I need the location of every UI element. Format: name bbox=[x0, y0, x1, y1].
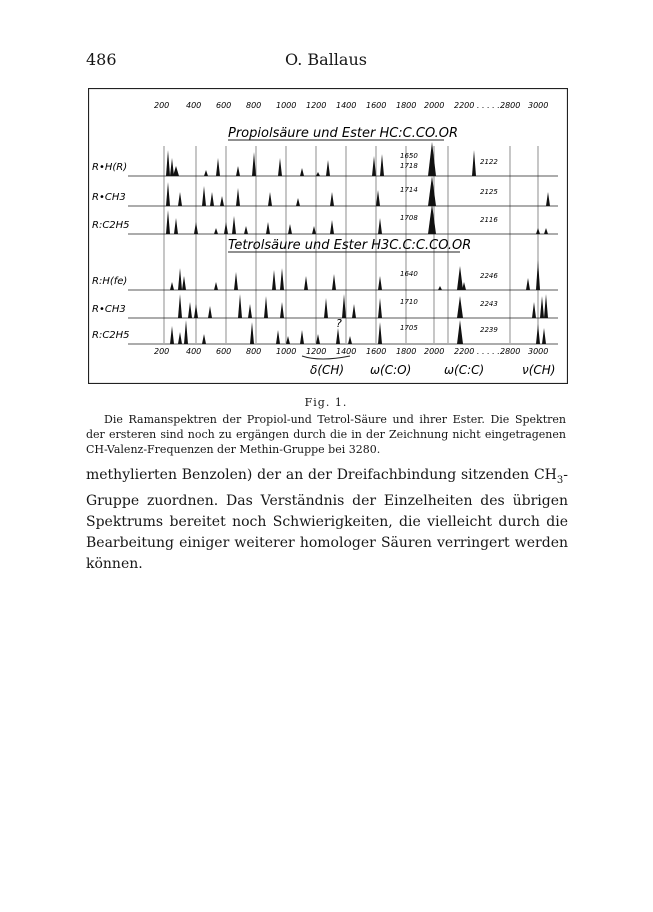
spectral-peak bbox=[546, 192, 550, 206]
spectral-peak bbox=[178, 268, 182, 290]
raman-spectra-figure bbox=[88, 88, 568, 384]
bottom-tick-label: 1600 bbox=[366, 347, 387, 356]
bottom-tick-label: 800 bbox=[246, 347, 262, 356]
spectral-peak bbox=[428, 142, 436, 176]
spectrum-row bbox=[92, 176, 558, 206]
spectral-peak bbox=[268, 192, 272, 206]
frequency-value: 2239 bbox=[480, 326, 498, 334]
spectral-peak bbox=[438, 286, 442, 290]
top-tick-label: 1400 bbox=[336, 101, 357, 110]
spectral-peak bbox=[170, 282, 174, 290]
spectrum-row bbox=[92, 294, 558, 318]
frequency-value: 1710 bbox=[400, 298, 418, 306]
spectral-peak bbox=[332, 274, 336, 290]
top-tick-label: 2000 bbox=[424, 101, 445, 110]
frequency-value: 1718 bbox=[400, 162, 418, 170]
spectral-peak bbox=[288, 224, 292, 234]
spectral-peak bbox=[252, 152, 256, 176]
bottom-tick-label: 1400 bbox=[336, 347, 357, 356]
top-tick-label: 200 bbox=[154, 101, 170, 110]
spectral-peak bbox=[326, 160, 330, 176]
frequency-value: 1708 bbox=[400, 214, 418, 222]
row-label: R•CH3 bbox=[92, 304, 126, 315]
top-tick-label: 2200 . . . . . . bbox=[454, 101, 505, 110]
spectral-peak bbox=[232, 216, 236, 234]
top-tick-label: 400 bbox=[186, 101, 202, 110]
spectral-peak bbox=[170, 158, 174, 176]
spectral-peak bbox=[248, 304, 252, 318]
spectral-peak bbox=[202, 186, 206, 206]
spectral-peak bbox=[188, 302, 192, 318]
spectral-peak bbox=[300, 330, 304, 344]
spectral-peak bbox=[304, 276, 308, 290]
spectral-peak bbox=[214, 282, 218, 290]
page-number: 486 bbox=[86, 50, 117, 69]
top-tick-label: 1800 bbox=[396, 101, 417, 110]
frequency-value: 1705 bbox=[400, 324, 418, 332]
spectral-peak bbox=[166, 150, 170, 176]
spectral-peak bbox=[286, 336, 290, 344]
spectrum-row bbox=[92, 260, 558, 290]
spectrum-row bbox=[92, 204, 558, 234]
page-header bbox=[86, 50, 566, 74]
spectral-peak bbox=[214, 228, 218, 234]
spectral-peak bbox=[300, 168, 304, 176]
annotation-nu-ch: ν(CH) bbox=[522, 363, 556, 377]
spectral-peak bbox=[352, 304, 356, 318]
spectral-peak bbox=[330, 220, 334, 234]
bottom-tick-label: 400 bbox=[186, 347, 202, 356]
row-label: R:H(fe) bbox=[92, 276, 128, 287]
spectral-peak bbox=[457, 266, 463, 290]
frequency-value: 1650 bbox=[400, 152, 418, 160]
spectral-peak bbox=[216, 158, 220, 176]
top-tick-label: 1600 bbox=[366, 101, 387, 110]
spectral-peak bbox=[266, 222, 270, 234]
spectral-peak bbox=[264, 296, 268, 318]
top-tick-label: 3000 bbox=[528, 101, 549, 110]
row-label: R•CH3 bbox=[92, 192, 126, 203]
spectral-peak bbox=[174, 218, 178, 234]
spectral-peak bbox=[312, 226, 316, 234]
spectral-peak bbox=[330, 192, 334, 206]
spectral-peak bbox=[236, 166, 240, 176]
bottom-tick-label: 1200 bbox=[306, 347, 327, 356]
spectral-peak bbox=[220, 196, 224, 206]
spectral-peak bbox=[182, 276, 186, 290]
spectral-peak bbox=[278, 158, 282, 176]
top-tick-label: 1200 bbox=[306, 101, 327, 110]
spectrum-row bbox=[92, 320, 558, 344]
top-tick-label: 1000 bbox=[276, 101, 297, 110]
spectral-peak bbox=[234, 272, 238, 290]
bottom-tick-label: 600 bbox=[216, 347, 232, 356]
spectral-peak bbox=[166, 210, 170, 234]
spectral-peak bbox=[210, 192, 214, 206]
spectral-peak bbox=[236, 188, 240, 206]
spectral-peak bbox=[544, 294, 548, 318]
spectral-peak bbox=[540, 296, 544, 318]
row-label: R:C2H5 bbox=[92, 330, 130, 341]
annotation-delta-ch: δ(CH) bbox=[310, 363, 345, 377]
spectral-peak bbox=[316, 172, 320, 176]
annotation-omega-cc: ω(C:C) bbox=[444, 363, 485, 377]
spectral-peak bbox=[378, 218, 382, 234]
bracket-curve bbox=[302, 356, 350, 359]
figure-caption-label: Fig. 1. bbox=[304, 396, 348, 409]
row-label: R•H(R) bbox=[92, 162, 128, 173]
spectral-peak bbox=[194, 304, 198, 318]
section1-title: Propiolsäure und Ester HC:C.CO.OR bbox=[228, 126, 459, 141]
spectral-peak bbox=[276, 330, 280, 344]
frequency-value: 2116 bbox=[480, 216, 498, 224]
spectral-peak bbox=[208, 306, 212, 318]
spectral-peak bbox=[280, 302, 284, 318]
annotation-omega-co: ω(C:O) bbox=[370, 363, 412, 377]
spectral-peak bbox=[372, 156, 376, 176]
spectral-peak bbox=[170, 326, 174, 344]
spectral-peak bbox=[296, 198, 300, 206]
spectral-peak bbox=[202, 334, 206, 344]
frequency-value: 2122 bbox=[480, 158, 498, 166]
spectral-peak bbox=[324, 298, 328, 318]
body-line1: methylierten Benzolen) der an der Dreifachbindung sitzenden CH bbox=[86, 467, 557, 483]
spectral-peak bbox=[272, 270, 276, 290]
spectral-peak bbox=[457, 296, 463, 318]
spectral-peak bbox=[378, 276, 382, 290]
spectral-peak bbox=[224, 222, 228, 234]
running-head: O. Ballaus bbox=[285, 50, 367, 69]
bottom-tick-label: 3000 bbox=[528, 347, 549, 356]
spectral-peak bbox=[378, 298, 382, 318]
spectral-peak bbox=[178, 294, 182, 318]
spectral-peak bbox=[166, 182, 170, 206]
spectrum-row bbox=[92, 142, 558, 176]
spectral-peak bbox=[194, 222, 198, 234]
spectral-peak bbox=[238, 294, 242, 318]
spectral-peak bbox=[316, 334, 320, 344]
spectral-peak bbox=[376, 190, 380, 206]
bottom-axis-labels bbox=[154, 347, 548, 356]
spectral-peak bbox=[250, 322, 254, 344]
top-tick-label: 2800 bbox=[500, 101, 521, 110]
top-tick-label: 600 bbox=[216, 101, 232, 110]
spectral-peak bbox=[184, 320, 188, 344]
section2-title: Tetrolsäure und Ester H3C.C:C.CO.OR bbox=[228, 238, 472, 253]
spectral-peak bbox=[244, 226, 248, 234]
spectral-peak bbox=[462, 282, 466, 290]
bottom-tick-label: 2200 . . . . . . bbox=[454, 347, 505, 356]
spectral-peak bbox=[542, 328, 546, 344]
spectral-peak bbox=[428, 204, 436, 234]
spectral-peak bbox=[472, 150, 476, 176]
frequency-value: 2125 bbox=[480, 188, 498, 196]
spectral-peak bbox=[178, 332, 182, 344]
spectral-peak bbox=[336, 328, 340, 344]
spectral-peak bbox=[536, 324, 540, 344]
top-axis-labels bbox=[154, 101, 548, 110]
row-label: R:C2H5 bbox=[92, 220, 130, 231]
body-text bbox=[86, 465, 568, 575]
spectral-peak bbox=[380, 154, 384, 176]
question-mark: ? bbox=[336, 317, 342, 330]
figure-caption-text: Die Ramanspektren der Propiol-und Tetrol-Säure und ihrer Ester. Die Spektren der ersteren sind noch zu ergängen durch die in der Zeichnung nicht eingetragenen CH-Valenz-Frequenzen der Methin-Gruppe bei 3280. bbox=[86, 413, 566, 456]
spectral-peak bbox=[536, 260, 540, 290]
frequency-value: 2243 bbox=[480, 300, 498, 308]
spectral-peak bbox=[173, 166, 179, 176]
frequency-value: 2246 bbox=[480, 272, 498, 280]
spectral-peak bbox=[178, 192, 182, 206]
frequency-value: 1640 bbox=[400, 270, 418, 278]
bottom-tick-label: 2800 bbox=[500, 347, 521, 356]
frequency-value: 1714 bbox=[400, 186, 418, 194]
spectral-peak bbox=[536, 228, 540, 234]
body-line1-end: -Gruppe bbox=[86, 467, 568, 509]
spectral-peak bbox=[532, 302, 536, 318]
bottom-tick-label: 1000 bbox=[276, 347, 297, 356]
bottom-tick-label: 1800 bbox=[396, 347, 417, 356]
bottom-tick-label: 200 bbox=[154, 347, 170, 356]
spectral-peak bbox=[280, 268, 284, 290]
spectral-peak bbox=[348, 336, 352, 344]
body-paragraph bbox=[86, 465, 568, 575]
spectral-peak bbox=[342, 294, 346, 318]
spectral-peak bbox=[378, 322, 382, 344]
spectral-peak bbox=[544, 228, 548, 234]
top-tick-label: 800 bbox=[246, 101, 262, 110]
spectral-peak bbox=[526, 278, 530, 290]
spectral-peak bbox=[457, 320, 463, 344]
body-rest: zuordnen. Das Verständnis der Einzelheiten des übrigen Spektrums bereitet noch Schwierigkeiten, die vielleicht durch die Bearbeitung einiger weiterer homologer Säuren verringert werden können. bbox=[86, 492, 569, 572]
spectral-peak bbox=[204, 170, 208, 176]
bottom-tick-label: 2000 bbox=[424, 347, 445, 356]
body-subscript: 3 bbox=[556, 474, 564, 486]
spectral-peak bbox=[428, 176, 436, 206]
